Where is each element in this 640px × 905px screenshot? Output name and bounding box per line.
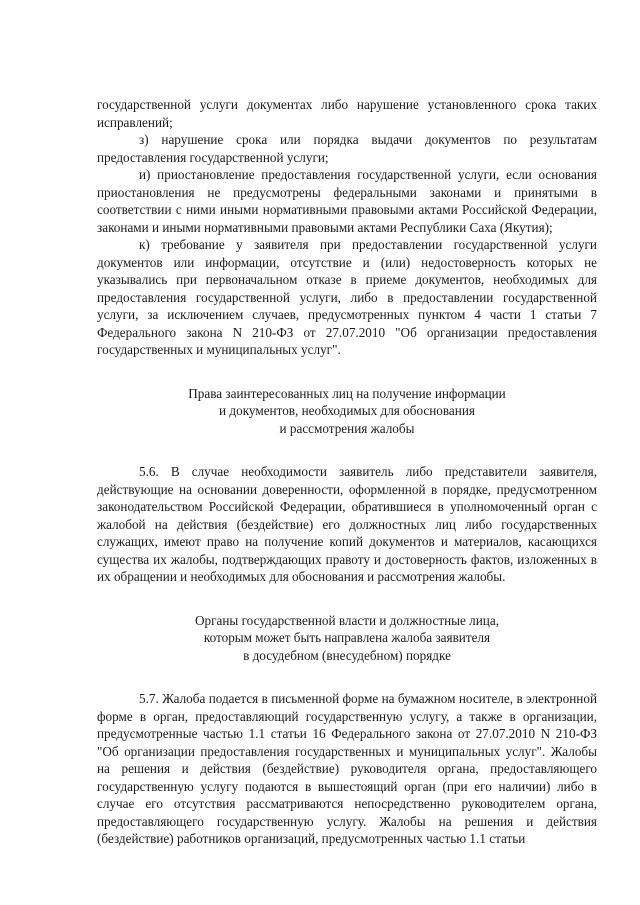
spacer xyxy=(97,437,597,463)
heading-line: Права заинтересованных лиц на получение информации xyxy=(188,385,506,401)
paragraph-continuation: государственной услуги документах либо нарушение установленного срока таких исправлений; xyxy=(97,97,597,130)
heading-line: в досудебном (внесудебном) порядке xyxy=(243,647,451,663)
heading-line: Органы государственной власти и должностные лица, xyxy=(194,612,500,628)
paragraph-5-7: 5.7. Жалоба подается в письменной форме на бумажном носителе, в электронной форме в орган, предоставляющий государственную услугу, а также в организации, предусмотренные частью 1.1 статьи 16 Федерального закона от 27.07.2010 N 210-ФЗ "Об организации предоставления государственных и муниципальных услуг". Жалобы на решения и действия (бездействие) руководителя органа, предоставляющего государственную услугу подаются в вышестоящий орган (при его наличии) либо в случае его отсутствия рассматриваются непосредственно руководителем органа, предоставляющего государственную услугу. Жалобы на решения и действия (бездействие) работников организаций, предусмотренных частью 1.1 статьи xyxy=(97,691,597,846)
paragraph-item-z: з) нарушение срока или порядка выдачи документов по результатам предоставления государственной услуги; xyxy=(97,132,597,165)
spacer xyxy=(97,586,597,612)
heading-line: которым может быть направлена жалоба заявителя xyxy=(203,630,491,645)
paragraph-item-i: и) приостановление предоставления государственной услуги, если основания приостановления не предусмотрены федеральными законами и принятыми в соответствии с ними иными нормативными правовыми актами Российской Федерации, законами и иными нормативными правовыми актами Республики Саха (Якутия); xyxy=(97,167,597,235)
section-heading-rights xyxy=(97,385,597,438)
heading-line: и рассмотрения жалобы xyxy=(279,420,415,436)
spacer xyxy=(97,359,597,385)
section-heading-authorities xyxy=(97,612,597,665)
heading-line: и документов, необходимых для обоснования xyxy=(219,403,475,418)
paragraph-5-6: 5.6. В случае необходимости заявитель либо представители заявителя, действующие на основании доверенности, оформленной в порядке, предусмотренном законодательством Российской Федерации, обратившиеся в уполномоченный орган с жалобой на действия (бездействие) его должностных лиц либо государственных служащих, имеют право на получение копий документов и материалов, касающихся существа их жалобы, подтверждающих правоту и достоверность фактов, изложенных в их обращении и необходимых для обоснования и рассмотрения жалобы. xyxy=(97,464,597,584)
spacer xyxy=(97,664,597,690)
paragraph-item-k: к) требование у заявителя при предоставлении государственной услуги документов или информации, отсутствие и (или) недостоверность которых не указывались при первоначальном отказе в приеме документов, необходимых для предоставления государственной услуги, либо в предоставлении государственной услуги, за исключением случаев, предусмотренных пунктом 4 части 1 статьи 7 Федерального закона N 210-ФЗ от 27.07.2010 "Об организации предоставления государственных и муниципальных услуг". xyxy=(97,237,597,357)
